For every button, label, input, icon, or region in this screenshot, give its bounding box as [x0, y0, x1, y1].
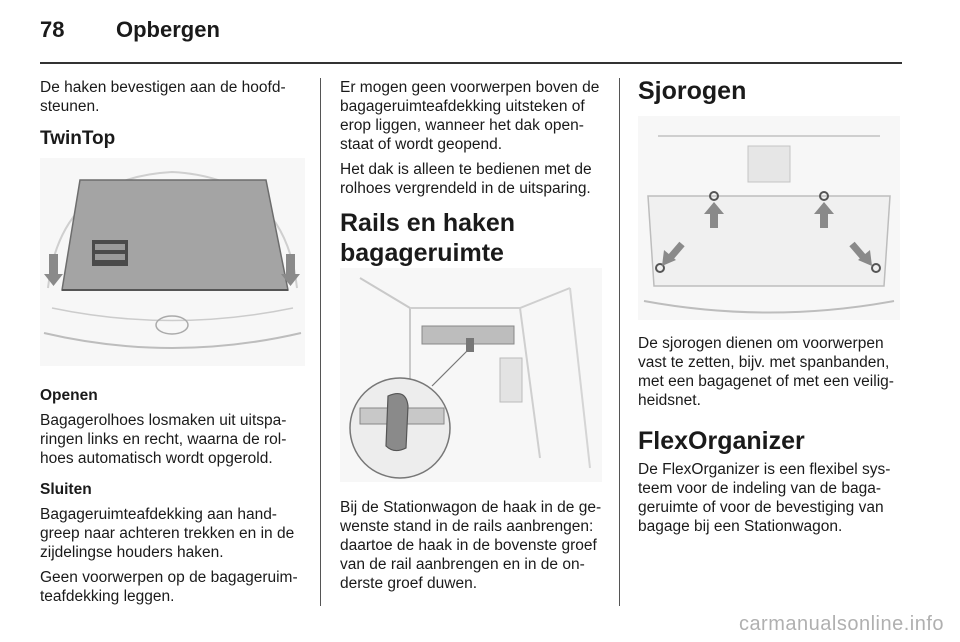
rails-text: Bij de Stationwagon de haak in de ge-wenste stand in de rails aanbrengen: daartoe de haak in de bovenste groef van de rail aanbrengen en in de on-derste groef duwen. — [340, 499, 602, 592]
twintop-cover-illustration — [40, 158, 305, 366]
flexorganizer-heading: FlexOrganizer — [638, 427, 805, 455]
twintop-heading: TwinTop — [40, 128, 116, 149]
intro-text: De haken bevestigen aan de hoofd-steunen. — [40, 79, 286, 115]
sjorogen-text: De sjorogen dienen om voorwerpen vast te zetten, bijv. met spanbanden, met een bagagenet of met een veilig-heidsnet. — [638, 335, 894, 409]
sjorogen-illustration — [638, 116, 900, 320]
roof-text: Het dak is alleen te bedienen met de rolhoes vergrendeld in de uitsparing. — [340, 161, 592, 197]
column-2-lower — [340, 498, 605, 599]
openen-heading: Openen — [40, 387, 98, 404]
section-title: Opbergen — [116, 17, 220, 42]
cover-warning-text: Er mogen geen voorwerpen boven de bagageruimteafdekking uitsteken of erop liggen, wanneer het dak open-staat of wordt geopend. — [340, 79, 600, 153]
column-divider — [320, 78, 321, 606]
sluiten-text: Bagageruimteafdekking aan hand-greep naar achteren trekken en in de zijdelingse houders haken. — [40, 506, 295, 561]
column-divider — [619, 78, 620, 606]
hook-icon — [386, 394, 408, 451]
sluiten-heading: Sluiten — [40, 481, 92, 498]
sjorogen-heading: Sjorogen — [638, 77, 747, 105]
rails-hook-svg — [340, 268, 602, 482]
header-rule — [40, 62, 902, 64]
column-3-flex — [638, 460, 902, 542]
page-number: 78 — [40, 17, 65, 42]
twintop-cover-svg — [40, 158, 305, 366]
site-watermark: carmanualsonline.info — [738, 613, 944, 635]
rails-hook-illustration — [340, 268, 602, 482]
column-1 — [40, 78, 308, 122]
column-3-lower — [638, 334, 902, 416]
rails-heading-line1: Rails en haken — [340, 209, 516, 237]
flexorganizer-text: De FlexOrganizer is een flexibel sys-teem voor de indeling van de baga-geruimte of voor de bevestiging van bagage bij een Stationwagon. — [638, 461, 891, 535]
column-2 — [340, 78, 605, 204]
warning-text: Geen voorwerpen op de bagageruim-teafdekking leggen. — [40, 569, 298, 605]
rails-heading — [340, 208, 515, 268]
luggage-cover — [62, 180, 288, 290]
rails-heading-line2: bagageruimte — [340, 239, 504, 267]
sjorogen-svg — [638, 116, 900, 320]
column-1-lower — [40, 386, 308, 612]
openen-text: Bagagerolhoes losmaken uit uitspa-ringen links en recht, waarna de rol-hoes automatisch wordt opgerold. — [40, 412, 287, 467]
